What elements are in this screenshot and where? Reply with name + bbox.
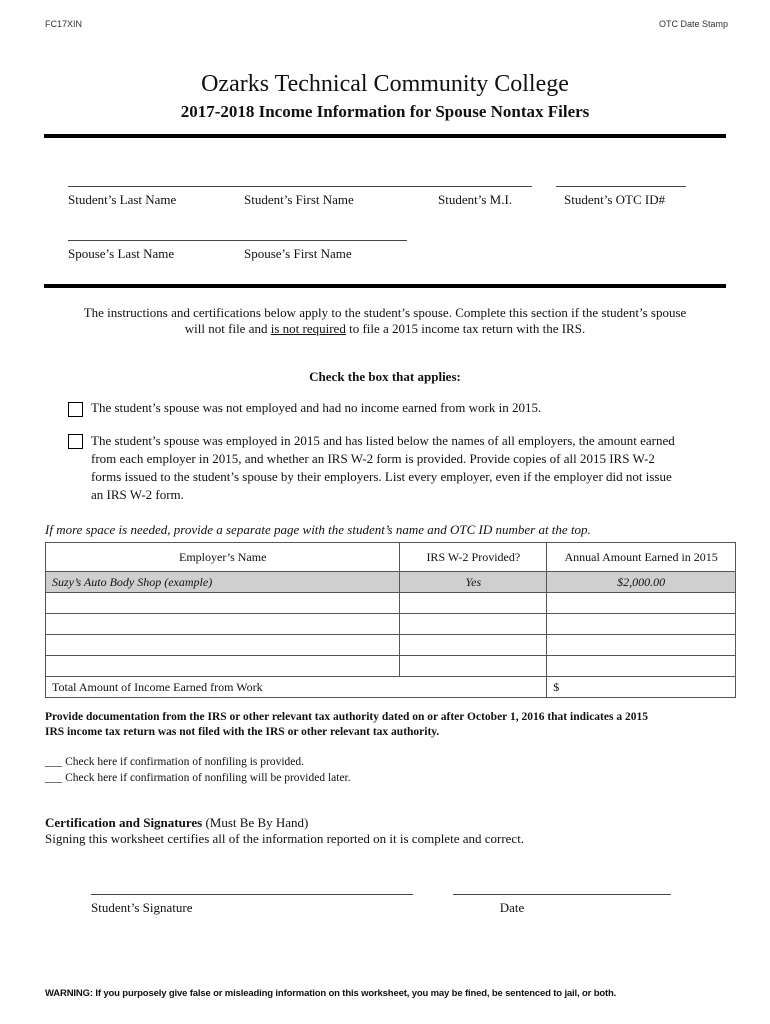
option-employed-text: The student’s spouse was employed in 2015 and has listed below the names of all employers, the amount earned from each employer in 2015, and whether an IRS W-2 form is provided. Provide copies of all 2015 IRS W-2 forms issued to the student’s spouse by their employers. List every employer, even if the employer did not issue an IRS W-2 form. <box>91 433 675 502</box>
student-id-line[interactable] <box>556 186 686 187</box>
signature-label: Student’s Signature <box>91 900 193 915</box>
form-title: 2017-2018 Income Information for Spouse Nontax Filers <box>180 102 590 121</box>
spouse-last-name-label: Spouse’s Last Name <box>68 246 175 261</box>
option-no-income-text: The student’s spouse was not employed and had no income earned from work in 2015. <box>91 400 542 415</box>
student-last-name-label: Student’s Last Name <box>68 192 177 207</box>
documentation-text: Provide documentation from the IRS or other relevant tax authority dated on or after October 1, 2016 that indicates a 2015 IRS income tax return was not filed with the IRS or other relevant tax authority. <box>45 711 648 738</box>
nonfiling-provided-check[interactable]: ___ Check here if confirmation of nonfiling is provided. <box>45 756 305 768</box>
spouse-name-line[interactable] <box>68 240 407 241</box>
section-divider <box>44 284 726 288</box>
spouse-first-name-label: Spouse’s First Name <box>244 246 352 261</box>
total-label: Total Amount of Income Earned from Work <box>46 677 547 698</box>
date-line[interactable] <box>453 894 671 895</box>
employer-table <box>45 542 736 698</box>
example-row <box>46 572 736 593</box>
not-required-emphasis: is not required <box>270 321 346 336</box>
annual-amount-header: Annual Amount Earned in 2015 <box>547 543 736 572</box>
no-income-checkbox[interactable] <box>68 402 83 417</box>
instructions <box>20 305 750 337</box>
warning-text: WARNING: If you purposely give false or misleading information on this worksheet, you may be fined, be sentenced to jail, or both. <box>45 988 617 999</box>
total-amount-field[interactable]: $ <box>547 677 736 698</box>
student-first-name-label: Student’s First Name <box>244 192 354 207</box>
table-row[interactable] <box>46 635 736 656</box>
table-row[interactable] <box>46 656 736 677</box>
instructions-line-1: The instructions and certifications below apply to the student’s spouse. Complete this section if the student’s spouse <box>83 305 687 320</box>
student-name-line[interactable] <box>68 186 532 187</box>
example-employer: Suzy’s Auto Body Shop (example) <box>46 572 400 593</box>
date-stamp-label: OTC Date Stamp <box>658 19 728 29</box>
employed-checkbox[interactable] <box>68 434 83 449</box>
certification-text: Signing this worksheet certifies all of the information reported on it is complete and correct. <box>45 831 525 846</box>
nonfiling-checks <box>45 754 351 786</box>
table-note: If more space is needed, provide a separate page with the student’s name and OTC ID number at the top. <box>45 522 591 537</box>
example-amount: $2,000.00 <box>547 572 736 593</box>
table-header-row <box>46 543 736 572</box>
certification-heading: Certification and Signatures (Must Be By Hand) <box>45 815 309 830</box>
form-code: FC17XIN <box>45 19 83 29</box>
total-row <box>46 677 736 698</box>
table-row[interactable] <box>46 593 736 614</box>
example-w2: Yes <box>400 572 547 593</box>
nonfiling-later-check[interactable]: ___ Check here if confirmation of nonfiling will be provided later. <box>45 772 351 784</box>
date-label: Date <box>499 900 525 915</box>
w2-provided-header: IRS W-2 Provided? <box>400 543 547 572</box>
student-mi-label: Student’s M.I. <box>438 192 513 207</box>
check-heading: Check the box that applies: <box>309 369 461 384</box>
title-divider <box>44 134 726 138</box>
student-otc-id-label: Student’s OTC ID# <box>564 192 666 207</box>
employer-name-header: Employer’s Name <box>46 543 400 572</box>
signature-line[interactable] <box>91 894 413 895</box>
college-title: Ozarks Technical Community College <box>201 71 569 97</box>
table-row[interactable] <box>46 614 736 635</box>
instructions-line-2: will not file and is not required to file a 2015 income tax return with the IRS. <box>184 321 586 336</box>
